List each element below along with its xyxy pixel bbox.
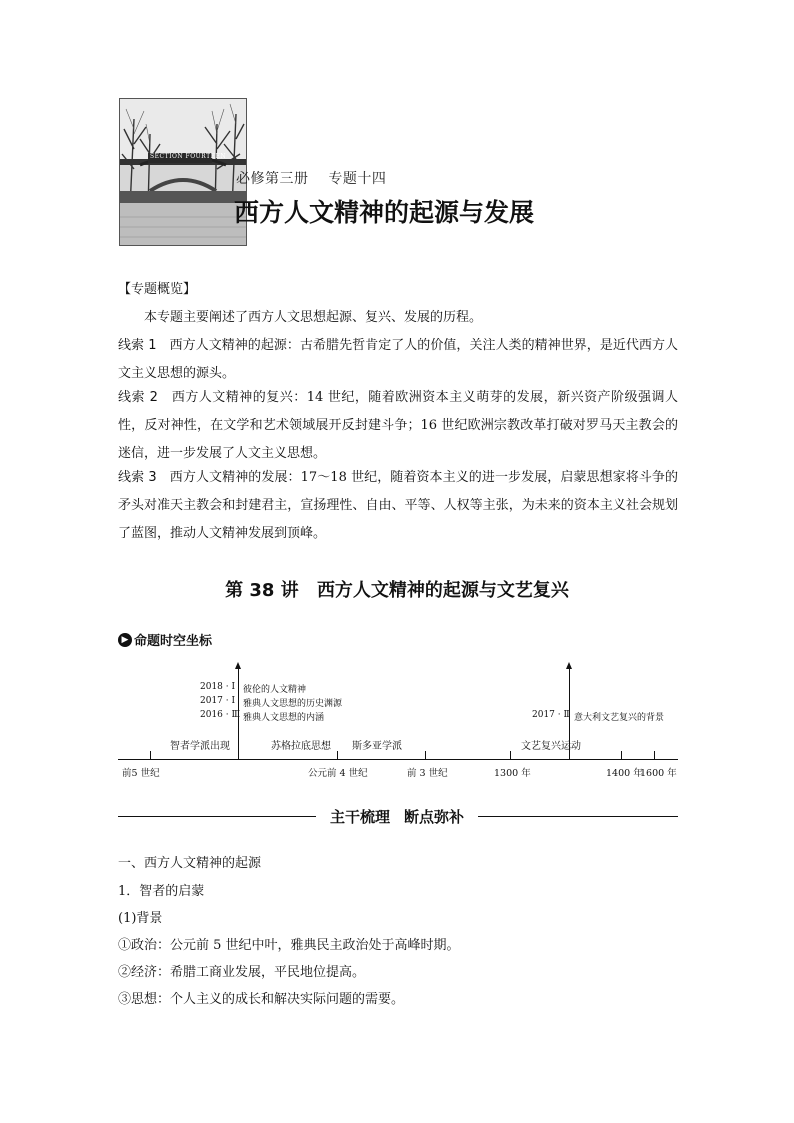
section-title-a: 主干梳理 (329, 808, 390, 826)
cover-caption: SECTION FOURTEEN (150, 153, 227, 160)
arrow-up-icon (566, 662, 572, 669)
page-title: 西方人文精神的起源与发展 (234, 198, 535, 227)
timeline-axis (118, 759, 678, 760)
clue-1-head: 线索 1 西方人文精神的起源： (118, 338, 300, 353)
cover-image (119, 98, 247, 246)
clue-2 (118, 384, 678, 468)
timeline-event: 斯多亚学派 (352, 741, 402, 752)
arrow-up-icon (235, 662, 241, 669)
subtitle-book: 必修第三册 (236, 171, 309, 187)
header-subtitle (236, 168, 386, 188)
exam-topic: 雅典人文思想的内涵 (243, 713, 325, 723)
lecture-number: 第 38 讲 (225, 580, 299, 601)
list-item: ①政治：公元前 5 世纪中叶，雅典民主政治处于高峰时期。 (118, 938, 460, 953)
clue-1 (118, 332, 678, 388)
axis-label: 1400 年 (606, 768, 643, 779)
axis-label: 1600 年 (640, 768, 677, 779)
heading-3: (1)背景 (118, 911, 163, 926)
section-title-b: 断点弥补 (404, 808, 465, 826)
timeline-heading-text: 命题时空坐标 (134, 634, 213, 649)
exam-year: 2018 · Ⅰ (200, 682, 236, 692)
exam-topic: 意大利文艺复兴的背景 (574, 713, 665, 723)
clue-3-body: 17～18 世纪，随着资本主义的进一步发展，启蒙思想家将斗争的矛头对准天主教会和封建君主，宣扬理性、自由、平等、人权等主张，为未来的资本主义社会规划了蓝图，推动人文精神发展到顶峰。 (118, 470, 678, 541)
axis-tick (654, 751, 655, 759)
lecture-title (0, 576, 794, 602)
timeline-event: 苏格拉底思想 (271, 741, 331, 752)
section-title (0, 806, 794, 827)
timeline-event: 智者学派出现 (170, 741, 230, 752)
axis-label: 前 3 世纪 (407, 768, 448, 779)
overview-intro: 本专题主要阐述了西方人文思想起源、复兴、发展的历程。 (144, 310, 483, 325)
heading-2: 1．智者的启蒙 (118, 884, 205, 899)
axis-tick (425, 751, 426, 759)
axis-label: 前5 世纪 (122, 768, 160, 779)
exam-year: 2017 · Ⅰ (200, 696, 236, 706)
axis-tick (510, 751, 511, 759)
list-item: ③思想：个人主义的成长和解决实际问题的需要。 (118, 992, 405, 1007)
lecture-name: 西方人文精神的起源与文艺复兴 (316, 580, 569, 601)
exam-topic: 雅典人文思想的历史渊源 (243, 699, 343, 709)
timeline-heading (118, 630, 212, 649)
subtitle-topic: 专题十四 (328, 171, 387, 187)
clue-3 (118, 464, 678, 548)
timeline-event: 文艺复兴运动 (521, 741, 581, 752)
axis-label: 1300 年 (494, 768, 531, 779)
clue-3-head: 线索 3 西方人文精神的发展： (118, 470, 301, 485)
axis-tick (337, 751, 338, 759)
axis-label: 公元前 4 世纪 (308, 768, 368, 779)
axis-tick (150, 751, 151, 759)
axis-tick (621, 751, 622, 759)
bridge-photo (120, 99, 246, 245)
clue-1-body: 古希腊先哲肯定了人的价值，关注人类的精神世界，是近代西方人文主义思想的源头。 (118, 338, 678, 381)
clue-2-body: 14 世纪，随着欧洲资本主义萌芽的发展，新兴资产阶级强调人性，反对神性，在文学和艺术领域展开反封建斗争；16 世纪欧洲宗教改革打破对罗马天主教会的迷信，进一步发展了人文主义思想。 (118, 390, 678, 461)
exam-topic: 彼伦的人文精神 (243, 685, 307, 695)
play-circle-icon: ▶ (118, 633, 132, 647)
exam-year: 2017 · Ⅱ (532, 710, 570, 720)
list-item: ②经济：希腊工商业发展，平民地位提高。 (118, 965, 366, 980)
overview-label: 【专题概览】 (118, 282, 197, 297)
exam-year: 2016 · Ⅲ (200, 710, 241, 720)
clue-2-head: 线索 2 西方人文精神的复兴： (118, 390, 307, 405)
heading-1: 一、西方人文精神的起源 (118, 856, 262, 871)
